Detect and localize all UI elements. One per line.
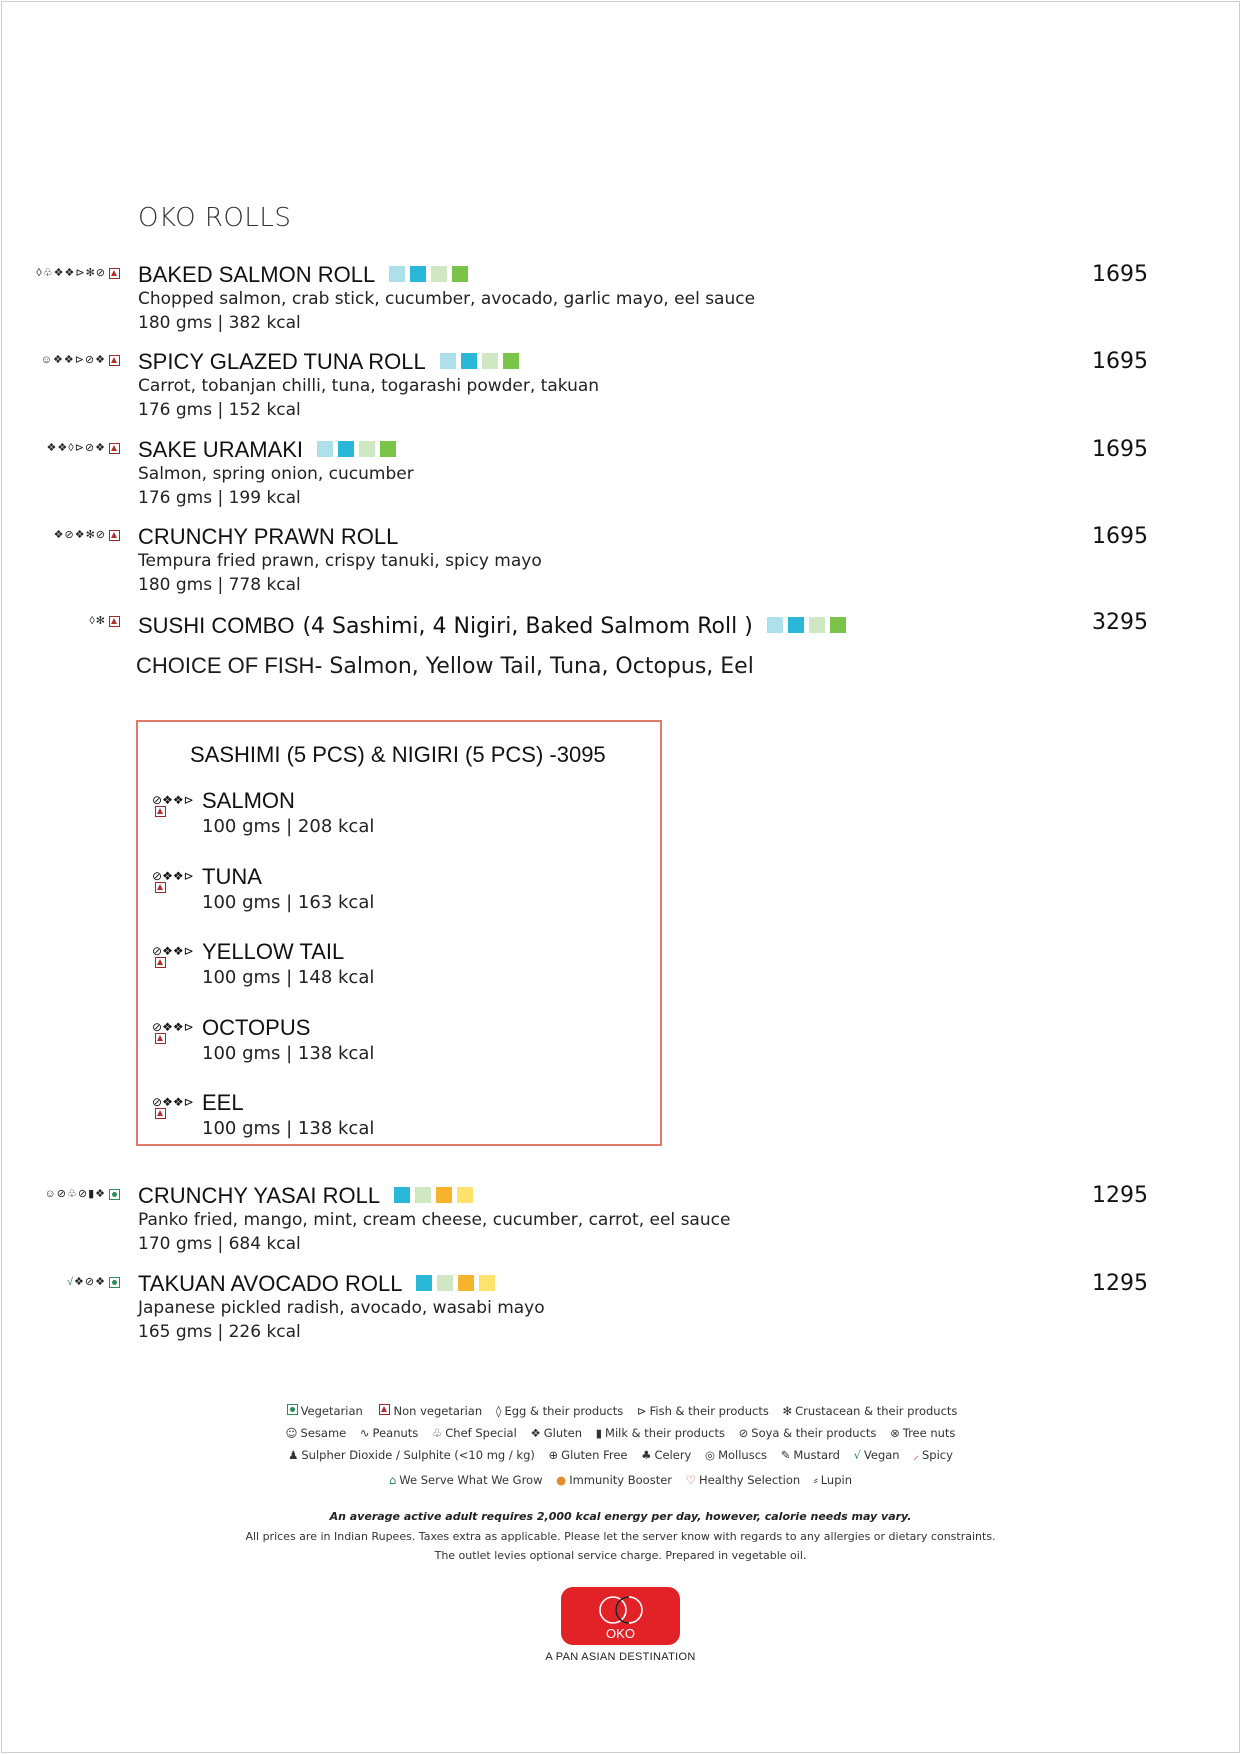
combo-name: SUSHI COMBO <box>138 613 295 638</box>
crustacean-icon: ✻ <box>85 529 95 541</box>
legend-row-1 <box>0 1400 1241 1422</box>
logo-rings-icon <box>591 1593 651 1627</box>
gluten-icon: ❖ <box>172 868 184 883</box>
item-title: CRUNCHY PRAWN ROLL <box>138 524 399 549</box>
item-name <box>138 524 398 550</box>
color-swatches <box>416 1275 495 1291</box>
logo-text: OKO <box>606 1626 635 1641</box>
swatch-pale-green <box>809 617 825 633</box>
legend-label: Molluscs <box>718 1448 768 1462</box>
egg-icon: ◊ <box>89 615 95 627</box>
heart-icon: ♡ <box>685 1473 696 1487</box>
sesame-icon: ☺ <box>44 1188 56 1200</box>
allergen-icons <box>89 615 120 627</box>
fish-icon: ⊳ <box>636 1404 647 1418</box>
soya-icon: ⊘ <box>84 354 95 366</box>
legend-label: Chef Special <box>445 1426 517 1440</box>
swatch-blue <box>461 353 477 369</box>
legend-tree-nuts <box>890 1422 955 1444</box>
swatch-pale-green <box>431 266 447 282</box>
swatch-blue <box>788 617 804 633</box>
fish-item <box>138 1015 658 1075</box>
item-description: Japanese pickled radish, avocado, wasabi mayo <box>138 1298 545 1318</box>
gluten-icon: ❖ <box>46 442 57 454</box>
gluten-icon: ❖ <box>172 944 184 958</box>
legend-label: We Serve What We Grow <box>399 1473 543 1487</box>
gluten-icon: ❖ <box>172 1095 184 1109</box>
non-vegetarian-icon <box>109 616 120 627</box>
fish-nutrition: 100 gms | 148 kcal <box>202 967 375 988</box>
swatch-light-blue <box>767 617 783 633</box>
fish-item <box>138 939 658 999</box>
gluten-icon: ❖ <box>95 1188 105 1200</box>
non-vegetarian-icon <box>109 530 120 541</box>
fish-icon: ⊳ <box>75 267 85 279</box>
allergen-icons <box>152 1096 192 1121</box>
legend-immunity <box>556 1469 672 1491</box>
item-title: SAKE URAMAKI <box>138 437 304 462</box>
menu-item <box>0 1183 1241 1253</box>
soya-icon: ⊘ <box>64 529 74 541</box>
item-name <box>138 262 468 288</box>
legend-molluscs <box>705 1444 767 1466</box>
sesame-icon: ☺ <box>285 1426 298 1440</box>
swatch-pale-green <box>415 1187 431 1203</box>
chef-special-icon: ♧ <box>66 1188 77 1200</box>
non-vegetarian-icon <box>109 268 120 279</box>
swatch-orange <box>458 1275 474 1291</box>
gluten-icon: ❖ <box>57 442 68 454</box>
legend-label: Spicy <box>922 1448 953 1462</box>
fish-icon: ⊳ <box>183 1095 194 1109</box>
legend-sulphite <box>288 1444 535 1466</box>
box-title: SASHIMI (5 PCS) & NIGIRI (5 PCS) -3095 <box>190 742 606 767</box>
gluten-icon: ❖ <box>162 793 173 807</box>
milk-icon: ▮ <box>88 1188 95 1200</box>
swatch-blue <box>394 1187 410 1203</box>
legend-label: Peanuts <box>372 1426 419 1440</box>
choice-of-fish <box>136 653 754 679</box>
swatch-pale-green <box>359 441 375 457</box>
item-nutrition: 180 gms | 382 kcal <box>138 313 301 333</box>
egg-icon: ◊ <box>68 442 74 454</box>
legend-label: Egg & their products <box>504 1404 624 1418</box>
egg-icon: ◊ <box>36 267 42 279</box>
legend-label: Gluten Free <box>561 1448 628 1462</box>
gluten-icon: ❖ <box>162 1019 173 1034</box>
swatch-blue <box>338 441 354 457</box>
legend-spicy <box>913 1444 953 1466</box>
soya-icon: ⊘ <box>56 1188 66 1200</box>
legend-grow <box>389 1469 543 1491</box>
gluten-icon: ❖ <box>63 354 74 366</box>
legend-label: Vegan <box>863 1448 900 1462</box>
legend-vegetarian <box>284 1400 363 1422</box>
gluten-icon: ❖ <box>172 1019 184 1034</box>
vegan-icon: √ <box>66 1276 74 1288</box>
item-description: Chopped salmon, crab stick, cucumber, avocado, garlic mayo, eel sauce <box>138 289 756 309</box>
item-title: SPICY GLAZED TUNA ROLL <box>138 349 426 374</box>
legend-vegan <box>854 1444 900 1466</box>
choice-label: CHOICE OF FISH <box>136 653 315 678</box>
sulphite-icon: ♟ <box>288 1448 299 1462</box>
allergen-icons <box>67 1276 120 1288</box>
legend-crustacean <box>782 1400 957 1422</box>
swatch-orange <box>436 1187 452 1203</box>
fish-icon: ⊳ <box>74 354 84 366</box>
brand-tagline: A PAN ASIAN DESTINATION <box>545 1651 696 1663</box>
item-title: CRUNCHY YASAI ROLL <box>138 1183 381 1208</box>
color-swatches <box>317 441 396 457</box>
swatch-pale-green <box>437 1275 453 1291</box>
soya-icon: ⊘ <box>738 1426 749 1440</box>
oko-logo <box>561 1587 680 1645</box>
swatch-blue <box>416 1275 432 1291</box>
legend-label: Lupin <box>820 1473 852 1487</box>
soya-icon: ⊘ <box>152 793 163 807</box>
soya-icon: ⊘ <box>152 1019 163 1034</box>
fish-name: OCTOPUS <box>202 1014 311 1040</box>
gluten-icon: ❖ <box>162 944 173 958</box>
chef-special-icon: ♧ <box>431 1426 443 1440</box>
legend-fish <box>637 1400 769 1422</box>
menu-item <box>0 1271 1241 1341</box>
soya-icon: ⊘ <box>84 1276 95 1288</box>
mustard-icon: ✎ <box>780 1448 791 1462</box>
swatch-green <box>830 617 846 633</box>
soya-icon: ⊘ <box>152 868 163 883</box>
legend-gluten <box>530 1422 582 1444</box>
gluten-icon: ❖ <box>162 1095 173 1109</box>
gluten-icon: ❖ <box>95 354 105 366</box>
legend-label: Celery <box>654 1448 692 1462</box>
legend-lupin <box>814 1469 852 1491</box>
gluten-icon: ❖ <box>74 529 85 541</box>
soya-icon: ⊘ <box>84 442 95 454</box>
item-description: Panko fried, mango, mint, cream cheese, cucumber, carrot, eel sauce <box>138 1210 731 1230</box>
legend-mustard <box>781 1444 840 1466</box>
immunity-icon: ● <box>556 1473 567 1487</box>
menu-item <box>0 524 1241 594</box>
gluten-icon: ❖ <box>95 1276 105 1288</box>
color-swatches <box>440 353 519 369</box>
milk-icon: ▮ <box>595 1426 603 1440</box>
allergen-icons <box>47 442 121 454</box>
item-price: 1695 <box>1092 262 1148 287</box>
lupin-icon: ⸗ <box>813 1473 818 1487</box>
crustacean-icon: ✻ <box>95 615 105 627</box>
legend-non-vegetarian <box>376 1400 482 1422</box>
legend-egg <box>496 1400 624 1422</box>
item-nutrition: 176 gms | 199 kcal <box>138 488 301 508</box>
fish-name: YELLOW TAIL <box>202 939 345 964</box>
allergen-icons <box>41 354 120 366</box>
soya-icon: ⊘ <box>152 1095 163 1109</box>
leaf-icon: ⌂ <box>388 1473 397 1487</box>
fish-item <box>138 1090 658 1150</box>
color-swatches <box>767 617 846 633</box>
vegetarian-icon <box>109 1189 120 1200</box>
legend-soya <box>739 1422 877 1444</box>
fish-icon: ⊳ <box>183 944 194 958</box>
menu-item <box>0 349 1241 419</box>
choice-values: - Salmon, Yellow Tail, Tuna, Octopus, Eel <box>314 654 754 679</box>
item-title: TAKUAN AVOCADO ROLL <box>138 1271 403 1296</box>
gluten-icon: ❖ <box>95 442 105 454</box>
item-nutrition: 176 gms | 152 kcal <box>138 400 301 420</box>
legend-gluten-free <box>549 1444 628 1466</box>
legend-label: Gluten <box>543 1426 583 1440</box>
mollusc-icon: ◎ <box>705 1448 716 1462</box>
item-price: 1295 <box>1092 1183 1148 1208</box>
item-description: Carrot, tobanjan chilli, tuna, togarashi powder, takuan <box>138 376 600 396</box>
legend-row-2 <box>0 1422 1241 1444</box>
non-vegetarian-icon <box>155 1033 166 1044</box>
gluten-icon: ❖ <box>53 529 64 541</box>
chef-special-icon: ♧ <box>42 267 53 279</box>
non-vegetarian-icon <box>155 957 166 968</box>
chilli-icon: ⸝ <box>913 1448 919 1462</box>
legend-label: Healthy Selection <box>698 1473 801 1487</box>
tree-nut-icon: ⊗ <box>890 1426 900 1440</box>
legend-label: Vegetarian <box>300 1404 363 1418</box>
item-description: Tempura fried prawn, crispy tanuki, spicy mayo <box>138 551 542 571</box>
fish-item <box>138 864 658 924</box>
item-name <box>138 613 846 639</box>
sashimi-nigiri-box <box>136 720 662 1146</box>
swatch-green <box>452 266 468 282</box>
combo-contents: (4 Sashimi, 4 Nigiri, Baked Salmom Roll ) <box>302 614 753 639</box>
swatch-yellow <box>457 1187 473 1203</box>
swatch-blue <box>410 266 426 282</box>
fish-name: SALMON <box>202 788 295 813</box>
item-name <box>138 349 519 375</box>
item-title: BAKED SALMON ROLL <box>138 262 376 287</box>
item-price: 1295 <box>1092 1271 1148 1296</box>
fish-icon: ⊳ <box>183 868 194 883</box>
fish-icon: ⊳ <box>183 793 194 807</box>
swatch-light-blue <box>389 266 405 282</box>
allergen-icons <box>152 794 192 819</box>
non-vegetarian-icon <box>109 355 120 366</box>
item-name <box>138 1271 495 1297</box>
item-nutrition: 165 gms | 226 kcal <box>138 1322 301 1342</box>
soya-icon: ⊘ <box>95 529 105 541</box>
fish-name: TUNA <box>202 863 262 889</box>
gluten-icon: ❖ <box>53 267 64 279</box>
fish-icon: ⊳ <box>74 442 84 454</box>
soya-icon: ⊘ <box>77 1188 88 1200</box>
legend-label: Tree nuts <box>902 1426 956 1440</box>
celery-icon: ♣ <box>641 1448 652 1462</box>
vegan-icon: √ <box>853 1448 861 1462</box>
fish-name: EEL <box>202 1090 244 1115</box>
color-swatches <box>394 1187 473 1203</box>
item-price: 1695 <box>1092 524 1148 549</box>
vegetarian-icon <box>287 1404 298 1415</box>
legend-milk <box>596 1422 725 1444</box>
crustacean-icon: ✻ <box>85 267 95 279</box>
gluten-icon: ❖ <box>64 267 75 279</box>
gluten-icon: ❖ <box>74 1276 84 1288</box>
swatch-light-blue <box>440 353 456 369</box>
gluten-free-icon: ⊕ <box>548 1448 559 1462</box>
item-nutrition: 170 gms | 684 kcal <box>138 1234 301 1254</box>
item-price: 1695 <box>1092 349 1148 374</box>
allergen-icons <box>152 1021 192 1046</box>
color-swatches <box>389 266 468 282</box>
allergen-icons <box>36 267 120 279</box>
non-vegetarian-icon <box>155 1108 166 1119</box>
non-vegetarian-icon <box>379 1404 390 1415</box>
non-vegetarian-icon <box>155 882 166 893</box>
fish-nutrition: 100 gms | 163 kcal <box>202 891 375 913</box>
allergen-icons <box>54 529 120 541</box>
item-name <box>138 1183 473 1209</box>
fish-icon: ⊳ <box>183 1019 194 1034</box>
peanut-icon: ∿ <box>359 1426 370 1440</box>
swatch-green <box>380 441 396 457</box>
allergen-legend <box>0 1400 1241 1491</box>
legend-label: Fish & their products <box>649 1404 769 1418</box>
service-note: The outlet levies optional service charge. Prepared in vegetable oil. <box>434 1549 807 1562</box>
energy-note: An average active adult requires 2,000 kcal energy per day, however, calorie needs may vary. <box>329 1510 912 1523</box>
legend-label: Milk & their products <box>605 1426 725 1440</box>
swatch-pale-green <box>482 353 498 369</box>
legend-label: Sesame <box>300 1426 347 1440</box>
legend-row-4 <box>0 1469 1241 1491</box>
legend-row-3 <box>0 1444 1241 1466</box>
legend-label: Mustard <box>793 1448 840 1462</box>
non-vegetarian-icon <box>109 443 120 454</box>
fish-nutrition: 100 gms | 138 kcal <box>202 1042 375 1064</box>
non-vegetarian-icon <box>155 806 166 817</box>
egg-icon: ◊ <box>495 1404 502 1418</box>
gluten-icon: ❖ <box>172 793 184 807</box>
fish-nutrition: 100 gms | 208 kcal <box>202 816 375 837</box>
legend-label: Crustacean & their products <box>795 1404 958 1418</box>
legend-sesame <box>286 1422 347 1444</box>
swatch-green <box>503 353 519 369</box>
allergen-icons <box>152 945 192 970</box>
section-title: OKO ROLLS <box>138 203 292 233</box>
vegetarian-icon <box>109 1277 120 1288</box>
gluten-icon: ❖ <box>52 354 63 366</box>
item-price: 1695 <box>1092 437 1148 462</box>
soya-icon: ⊘ <box>152 944 163 958</box>
menu-item <box>0 262 1241 332</box>
legend-label: Soya & their products <box>751 1426 877 1440</box>
swatch-light-blue <box>317 441 333 457</box>
fish-nutrition: 100 gms | 138 kcal <box>202 1118 375 1139</box>
legend-label: Sulpher Dioxide / Sulphite (<10 mg / kg) <box>301 1448 535 1462</box>
legend-celery <box>641 1444 691 1466</box>
legend-label: Immunity Booster <box>569 1473 673 1487</box>
item-price: 3295 <box>1092 610 1148 635</box>
swatch-yellow <box>479 1275 495 1291</box>
gluten-icon: ❖ <box>162 868 173 883</box>
legend-label: Non vegetarian <box>393 1404 483 1418</box>
legend-healthy <box>686 1469 801 1491</box>
item-name <box>138 437 396 463</box>
menu-item <box>0 437 1241 507</box>
item-nutrition: 180 gms | 778 kcal <box>138 575 301 595</box>
sesame-icon: ☺ <box>40 354 52 366</box>
prices-note: All prices are in Indian Rupees. Taxes extra as applicable. Please let the server know with regards to any allergies or dietary constraints. <box>245 1530 996 1543</box>
legend-peanuts <box>360 1422 418 1444</box>
allergen-icons <box>45 1188 120 1200</box>
item-description: Salmon, spring onion, cucumber <box>138 464 414 484</box>
crustacean-icon: ✻ <box>782 1404 793 1418</box>
fish-item <box>138 788 658 848</box>
legend-chef-special <box>432 1422 517 1444</box>
soya-icon: ⊘ <box>95 267 105 279</box>
gluten-icon: ❖ <box>530 1426 541 1440</box>
allergen-icons <box>152 870 192 895</box>
